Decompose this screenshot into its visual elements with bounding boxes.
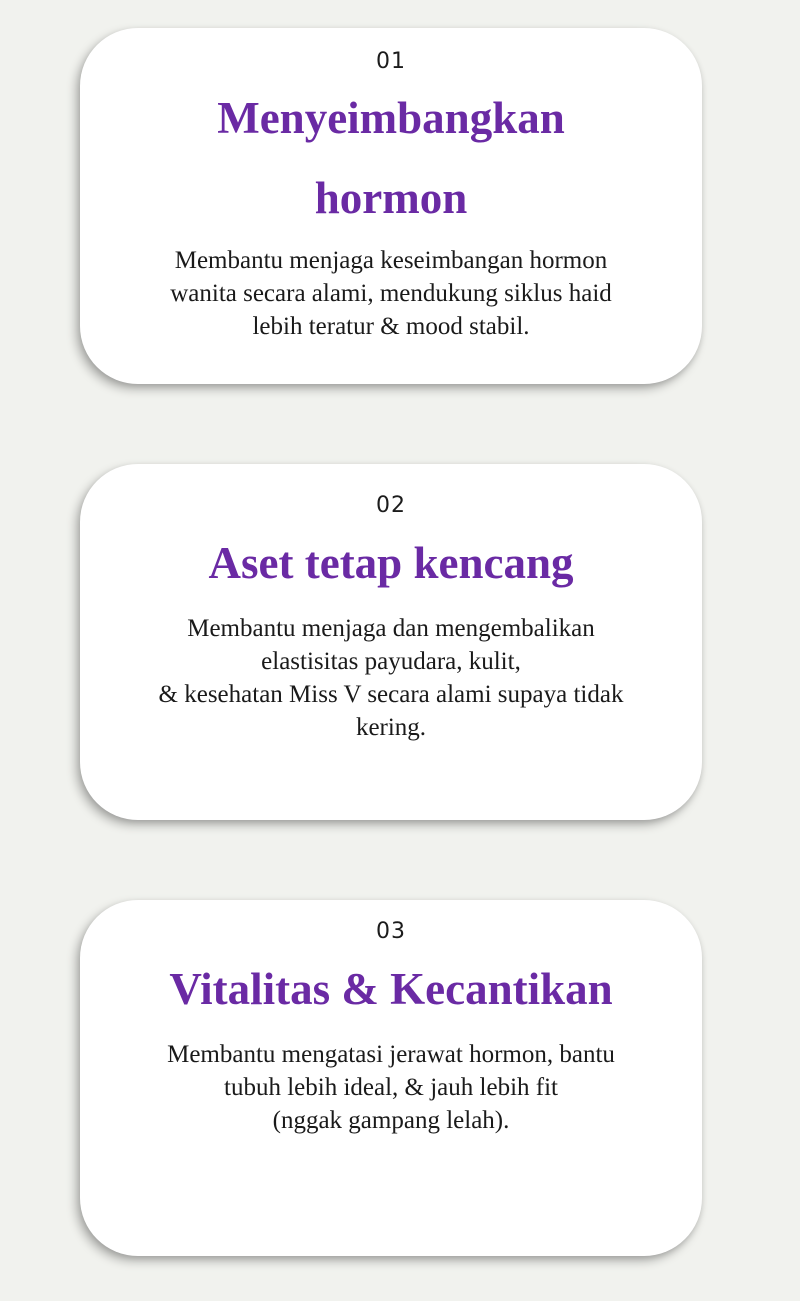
card-number: 02 [376,493,406,518]
card-description: Membantu mengatasi jerawat hormon, bantu tubuh lebih ideal, & jauh lebih fit (nggak gampang lelah). [167,1041,615,1134]
benefit-card-hormone-balance [80,28,702,384]
benefit-card-firmness [80,464,702,820]
benefit-card-vitality-beauty [80,900,702,1256]
card-title: Menyeimbangkan hormon [217,93,565,223]
card-number: 01 [376,49,406,74]
card-description: Membantu menjaga dan mengembalikan elastisitas payudara, kulit, & kesehatan Miss V secara alami supaya tidak kering. [158,615,624,741]
card-number: 03 [376,919,406,944]
card-title: Vitalitas & Kecantikan [169,964,613,1014]
card-title: Aset tetap kencang [208,538,574,588]
card-description: Membantu menjaga keseimbangan hormon wanita secara alami, mendukung siklus haid lebih teratur & mood stabil. [170,247,612,340]
